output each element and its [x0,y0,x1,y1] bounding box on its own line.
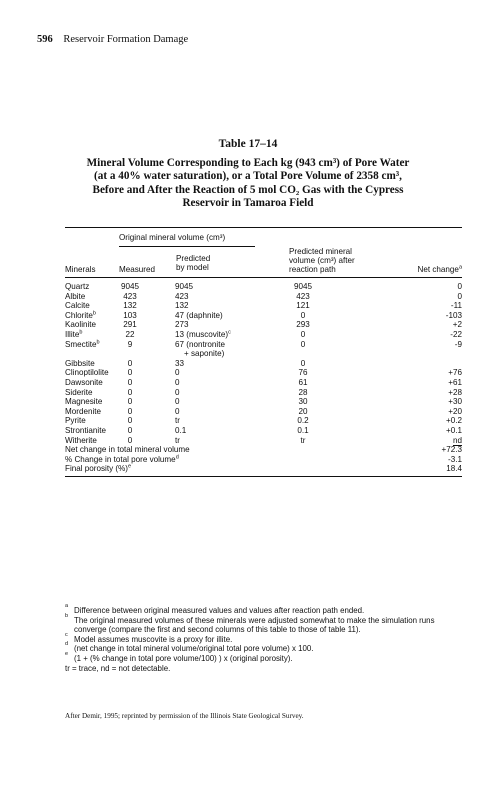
source-credit: After Demir, 1995; reprinted by permission of the Illinois State Geological Survey. [65,712,304,720]
path-value: 0.2 [297,416,309,426]
summary-row [65,464,462,474]
mineral-name [65,378,103,388]
net-change-value: +30 [448,397,462,407]
header-original-volume: Original mineral volume (cm³) [119,233,226,242]
table-row [65,311,462,321]
measured-value: 0 [127,416,133,426]
measured-value: 0 [127,406,133,416]
predicted-label: 132 [175,301,189,311]
note-c: c Model assumes muscovite is a proxy for illite. [65,631,233,644]
predicted-value [175,292,189,302]
net-change-value: +20 [448,406,462,416]
measured-value: 291 [123,320,137,330]
mineral-label: Pyrite [65,416,86,426]
header-minerals: Minerals [65,265,96,274]
predicted-label: 0 [175,387,180,397]
predicted-value [175,436,180,446]
table-title-line-4: Reservoir in Tamaroa Field [182,197,314,210]
mineral-note: b [79,329,83,336]
summary-row [65,445,462,455]
table-row [65,436,462,446]
table-notes [65,603,465,673]
path-value: 293 [296,320,310,330]
predicted-label: 0.1 [175,426,187,435]
predicted-label: 0 [175,368,180,378]
net-change-value: 0 [457,291,462,301]
summary-label [65,445,190,455]
note-text: tr = trace, nd = not detectable. [65,663,171,673]
book-title: Reservoir Formation Damage [63,34,189,45]
predicted-label: 9045 [175,282,194,291]
net-change-value: +28 [448,387,462,397]
table-row [65,416,462,426]
note-text: Difference between original measured values and values after reaction path ended. [74,606,365,615]
table-row [65,397,462,407]
measured-value: 0 [127,378,133,387]
net-change-value: +61 [448,378,462,387]
summary-label [65,455,179,465]
header-net-change-note: a [458,264,462,271]
mineral-label: Strontianite [65,426,106,435]
table-row [65,378,462,388]
path-value: 0 [300,339,306,349]
note-e: e (1 + (% change in total pore volume/100) ) x (original porosity). [65,650,293,663]
header-predicted-line2: by model [176,263,209,272]
predicted-label: tr [175,416,180,426]
path-value: 9045 [293,282,312,291]
path-value: 61 [298,378,308,387]
table-row [65,330,462,340]
net-change-value: nd [452,435,462,445]
mineral-name [65,407,101,417]
measured-value: 0 [127,397,133,407]
net-change-value: 0 [457,282,462,291]
mineral-label: Albite [65,291,86,301]
predicted-value [175,330,231,340]
table-number: Table 17–14 [218,138,278,150]
note-b: b The original measured volumes of these minerals were adjusted somewhat to make the simulation runs converge (compare the first and second columns of this table to those of table 11). [65,612,435,635]
path-value: 0.1 [297,426,309,435]
table-row [65,388,462,398]
path-value: 30 [298,397,308,407]
mineral-label: Smectite [65,339,97,349]
mineral-label: Mordenite [65,406,101,416]
predicted-value [175,368,180,378]
path-value: 28 [298,387,308,397]
running-head [37,34,188,45]
header-net-change [418,265,462,275]
mineral-name [65,359,95,369]
table-top-rule [65,227,462,228]
header-net-change-label: Net change [417,265,459,274]
predicted-label: 423 [175,291,189,301]
predicted-value [175,301,189,311]
note-a: a Difference between original measured values and values after reaction path ended. [65,603,365,615]
header-predicted-line1: Predicted [176,254,211,263]
mineral-label: Quartz [65,282,90,291]
path-value: 0 [300,330,306,339]
path-value: 20 [298,406,308,416]
mineral-name [65,388,92,398]
predicted-label: tr [175,435,180,445]
path-value: 0 [300,310,306,320]
mineral-name [65,416,86,426]
predicted-value [175,359,184,369]
path-value: tr [300,435,306,445]
summary-text: Final porosity (%) [65,464,128,474]
summary-text: Net change in total mineral volume [65,445,190,455]
predicted-value [175,388,180,398]
net-change-value: -9 [454,339,462,349]
summary-note: d [175,454,179,461]
mineral-name [65,368,109,378]
table-row [65,340,462,350]
mineral-name [65,426,106,436]
summary-value: -3.1 [448,454,462,464]
predicted-note: c [228,329,231,336]
table-row [65,282,462,292]
predicted-label: 273 [175,320,189,330]
table-row [65,320,462,330]
mineral-label: Siderite [65,387,93,397]
measured-value: 132 [123,301,137,311]
predicted-value [175,426,186,436]
net-change-value: +2 [452,320,462,330]
note-text: (net change in total mineral volume/original total pore volume) x 100. [74,644,314,654]
mineral-label: Clinoptilolite [65,368,109,378]
predicted-value [184,349,224,359]
predicted-label: 67 (nontronite [175,339,225,349]
header-group-underline [119,246,255,247]
measured-value: 0 [127,435,133,445]
predicted-value [175,378,180,388]
predicted-value [175,340,225,350]
table-title-line-3: Before and After the Reaction of 5 mol CO₂ Gas with the Cypress [92,183,404,196]
measured-value: 0 [127,368,133,378]
mineral-name [65,436,97,446]
measured-value: 9045 [120,282,139,291]
mineral-label: Gibbsite [65,358,95,368]
table-row [65,426,462,436]
net-change-value: -103 [445,310,462,320]
predicted-value [175,407,180,417]
table-row [65,368,462,378]
net-change-value: +0.2 [446,416,462,426]
mineral-label: Dawsonite [65,378,103,387]
header-path-line1: Predicted mineral [289,247,352,256]
mineral-name [65,301,90,311]
mineral-label: Witherite [65,435,97,445]
table-title-line-1: Mineral Volume Corresponding to Each kg (943 cm³) of Pore Water [86,156,410,169]
predicted-label: 0 [175,397,180,407]
predicted-label: 13 (muscovite) [175,330,229,339]
mineral-name [65,397,102,407]
mineral-label: Illite [65,330,80,339]
measured-value: 423 [123,291,137,301]
header-rule [65,277,462,278]
table-row [65,359,462,369]
predicted-value [175,416,180,426]
predicted-value [175,397,180,407]
net-change-value: +76 [448,368,462,378]
page-number: 596 [37,34,53,45]
net-change-value: -22 [450,330,462,339]
mineral-label: Kaolinite [65,320,97,330]
mineral-note: b [92,310,96,317]
path-value: 423 [296,291,310,301]
predicted-label: 0 [175,406,180,416]
header-path-line3: reaction path [289,265,336,274]
path-value: 121 [296,301,310,311]
note-d: d (net change in total mineral volume/original total pore volume) x 100. [65,641,314,654]
summary-value: +72.3 [441,445,462,455]
predicted-label: + saponite) [184,349,225,359]
mineral-label: Magnesite [65,397,103,407]
predicted-label: 47 (daphnite) [175,310,223,320]
table-bottom-rule [65,476,462,477]
table-row [65,292,462,302]
mineral-note: b [96,338,100,345]
net-change-value: -11 [450,301,462,311]
path-value: 76 [298,368,308,378]
note-text: The original measured volumes of these minerals were adjusted somewhat to make the simulation runs converge (compare the first and second columns of this table to those of table 11). [74,615,435,635]
predicted-label: 33 [175,358,185,368]
mineral-name [65,330,82,340]
table-caption [40,138,456,211]
measured-value: 22 [125,330,135,339]
measured-value: 0 [127,426,133,435]
note-abbreviations [65,664,465,674]
summary-text: % Change in total pore volume [65,454,176,464]
mineral-name [65,311,96,321]
table-title-line-2: (at a 40% water saturation), or a Total Pore Volume of 2358 cm³, [94,170,402,183]
mineral-label: Calcite [65,301,90,311]
predicted-label: 0 [175,378,180,387]
mineral-label: Chlorite [65,310,93,320]
table-row [65,349,462,359]
header-measured: Measured [119,265,155,274]
summary-label [65,464,131,474]
net-change-value: +0.1 [446,426,462,435]
measured-value: 103 [123,310,137,320]
summary-note: e [127,463,132,470]
path-value: 0 [300,358,306,368]
predicted-value [175,311,223,321]
note-text: Model assumes muscovite is a proxy for illite. [74,634,233,644]
predicted-value [175,320,189,330]
mineral-name [65,282,89,292]
mineral-name [65,292,85,302]
predicted-value [175,282,193,292]
summary-value: 18.4 [446,464,462,474]
summary-row [65,455,462,465]
header-path-line2: volume (cm³) after [289,256,355,265]
measured-value: 0 [127,387,133,397]
measured-value: 0 [127,358,133,368]
table-row [65,407,462,417]
mineral-name [65,340,100,350]
table-row [65,301,462,311]
note-text: (1 + (% change in total pore volume/100) ) x (original porosity). [74,653,293,663]
measured-value: 9 [127,339,133,349]
